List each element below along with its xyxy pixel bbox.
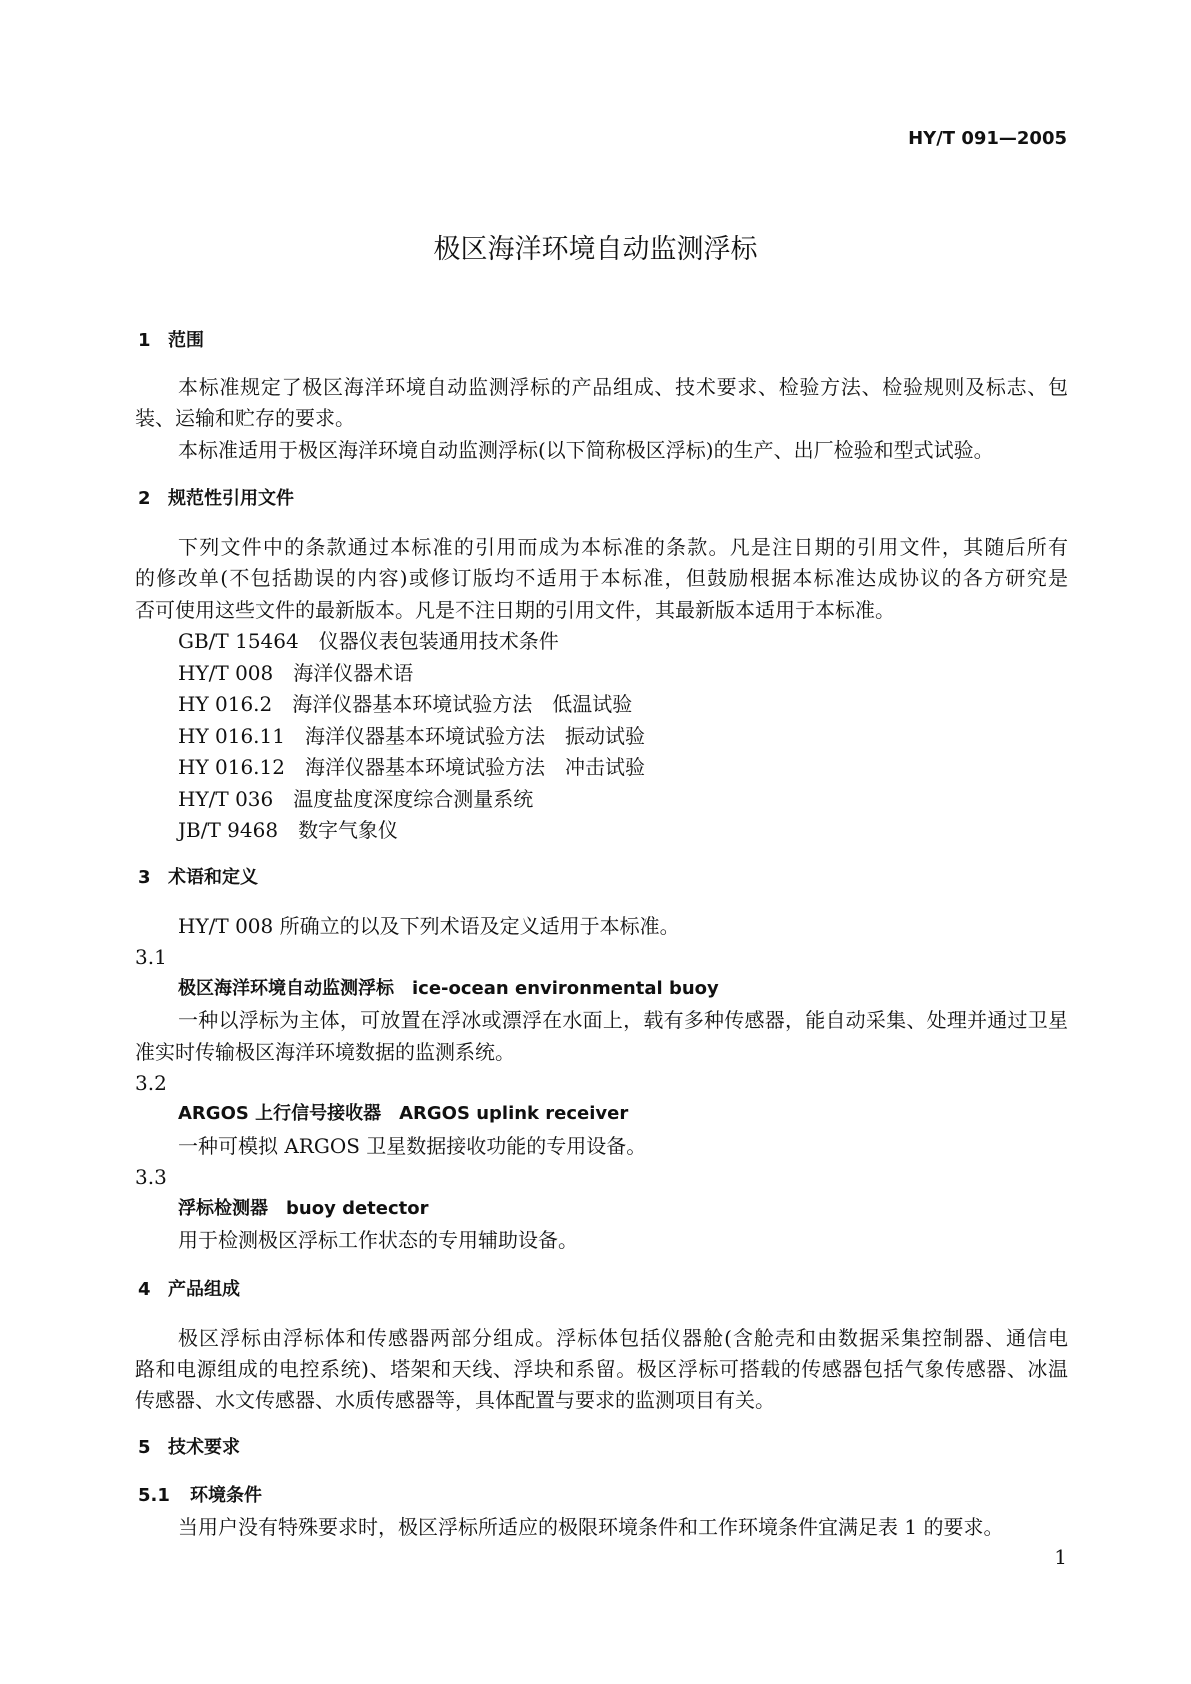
paragraph-line: 否可使用这些文件的最新版本。凡是不注日期的引用文件，其最新版本适用于本标准。	[135, 598, 895, 622]
section-number: 1	[138, 330, 151, 351]
paragraph-line: 传感器、水文传感器、水质传感器等，具体配置与要求的监测项目有关。	[135, 1388, 775, 1412]
reference-code: HY 016.2	[178, 692, 273, 716]
paragraph-line: 路和电源组成的电控系统)、塔架和天线、浮块和系留。极区浮标可搭载的传感器包括气象传感器、冰温	[135, 1357, 1068, 1381]
term-number: 3.2	[135, 1071, 167, 1095]
reference-code: HY/T 036	[178, 786, 274, 811]
section-title: 技术要求	[168, 1437, 240, 1458]
paragraph-line: 的修改单(不包括勘误的内容)或修订版均不适用于本标准，但鼓励根据本标准达成协议的各方研究是	[135, 566, 1068, 590]
section-title: 产品组成	[168, 1279, 240, 1300]
term-definition: 一种以浮标为主体，可放置在浮冰或漂浮在水面上，载有多种传感器，能自动采集、处理并通过卫星	[178, 1008, 1068, 1032]
standard-code: HY/T 091—2005	[908, 128, 1067, 149]
section-title: 术语和定义	[168, 867, 258, 888]
term-definition: 用于检测极区浮标工作状态的专用辅助设备。	[178, 1228, 578, 1252]
subsection-title: 环境条件	[190, 1485, 262, 1506]
term-title: 极区海洋环境自动监测浮标 ice-ocean environmental buoy	[178, 978, 719, 999]
term-number: 3.3	[135, 1165, 167, 1189]
paragraph-line: 装、运输和贮存的要求。	[135, 406, 355, 430]
normative-reference	[178, 691, 632, 717]
term-number: 3.1	[135, 945, 167, 969]
reference-title: 温度盐度深度综合测量系统	[293, 786, 534, 811]
subsection-number: 5.1	[138, 1485, 170, 1506]
section-number: 3	[138, 867, 151, 888]
reference-code: JB/T 9468	[178, 818, 279, 842]
paragraph-line: 本标准规定了极区海洋环境自动监测浮标的产品组成、技术要求、检验方法、检验规则及标志、包	[178, 375, 1068, 399]
normative-reference	[178, 754, 645, 780]
reference-title: 仪器仪表包装通用技术条件	[318, 629, 559, 653]
reference-code: HY 016.12	[178, 755, 285, 779]
reference-title: 数字气象仪	[298, 818, 399, 842]
normative-reference	[178, 817, 398, 843]
normative-reference	[178, 723, 645, 749]
term-definition: 准实时传输极区海洋环境数据的监测系统。	[135, 1040, 515, 1064]
normative-reference	[178, 660, 413, 686]
section-number: 5	[138, 1437, 151, 1458]
reference-code: HY/T 008	[178, 660, 274, 685]
reference-title: 海洋仪器基本环境试验方法 低温试验	[292, 692, 633, 716]
reference-title: 海洋仪器基本环境试验方法 冲击试验	[304, 755, 645, 779]
document-title: 极区海洋环境自动监测浮标	[433, 234, 758, 265]
term-definition: 一种可模拟 ARGOS 卫星数据接收功能的专用设备。	[178, 1134, 647, 1158]
normative-reference	[178, 628, 559, 654]
paragraph-line: HY/T 008 所确立的以及下列术语及定义适用于本标准。	[178, 914, 680, 938]
term-title: 浮标检测器 buoy detector	[178, 1198, 429, 1219]
normative-reference	[178, 786, 533, 812]
paragraph-line: 极区浮标由浮标体和传感器两部分组成。浮标体包括仪器舱(含舱壳和由数据采集控制器、通信电	[178, 1326, 1068, 1350]
paragraph-line: 本标准适用于极区海洋环境自动监测浮标(以下简称极区浮标)的生产、出厂检验和型式试验。	[178, 438, 994, 462]
reference-title: 海洋仪器术语	[293, 660, 414, 685]
reference-code: HY 016.11	[178, 723, 285, 748]
page-number: 1	[1054, 1545, 1067, 1569]
section-title: 范围	[168, 330, 204, 351]
reference-title: 海洋仪器基本环境试验方法 振动试验	[304, 723, 645, 748]
section-number: 4	[138, 1279, 151, 1300]
term-title: ARGOS 上行信号接收器 ARGOS uplink receiver	[178, 1103, 629, 1124]
section-number: 2	[138, 488, 151, 509]
paragraph-line: 下列文件中的条款通过本标准的引用而成为本标准的条款。凡是注日期的引用文件，其随后所有	[178, 535, 1068, 559]
paragraph-line: 当用户没有特殊要求时，极区浮标所适应的极限环境条件和工作环境条件宜满足表 1 的要求。	[178, 1515, 1004, 1539]
reference-code: GB/T 15464	[178, 629, 299, 653]
section-title: 规范性引用文件	[168, 488, 294, 509]
